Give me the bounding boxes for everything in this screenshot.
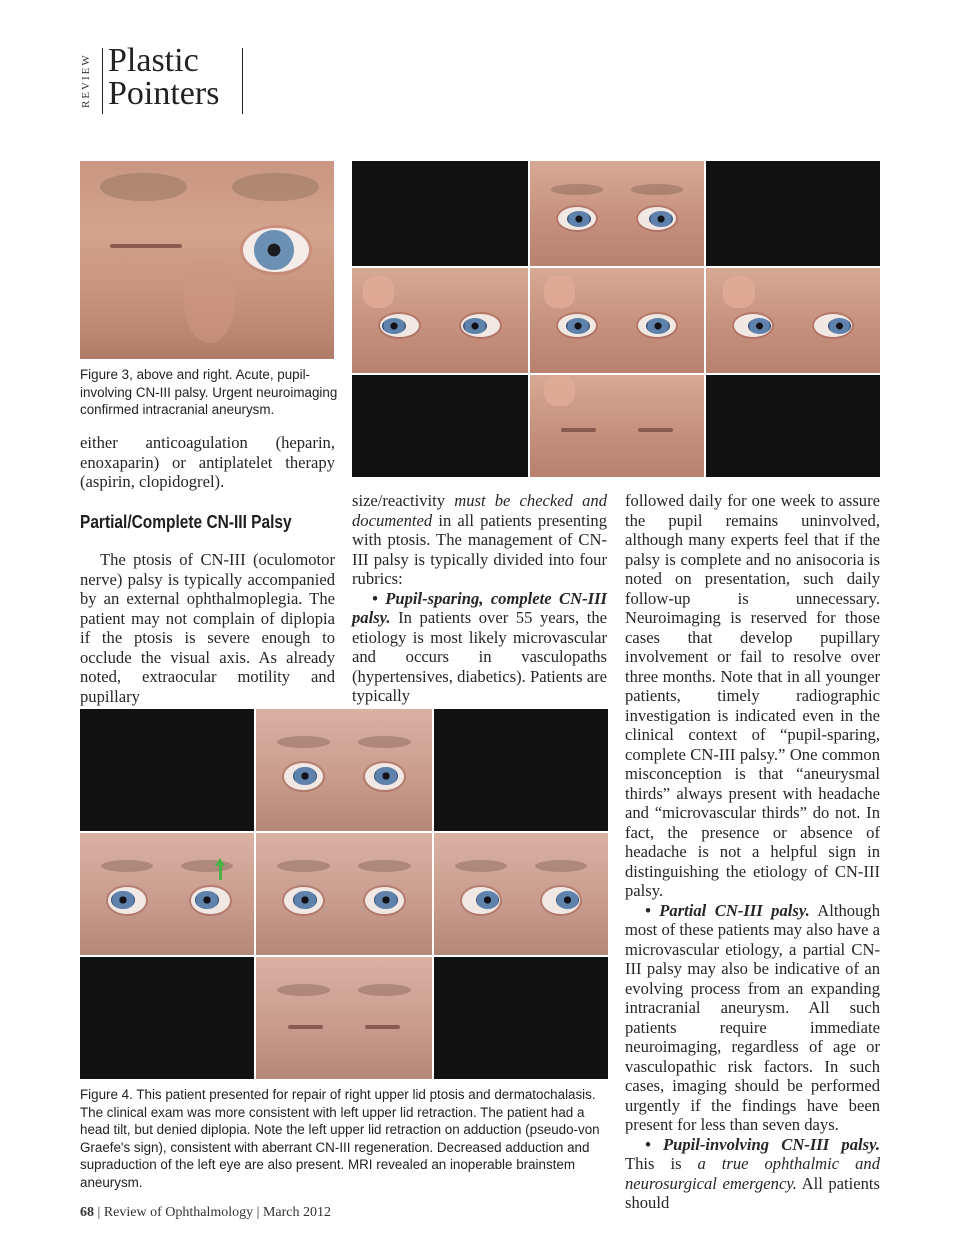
grid-black-cell bbox=[352, 161, 528, 266]
section-title-line1: Plastic bbox=[108, 42, 199, 79]
bullet-paragraph bbox=[625, 901, 880, 1135]
text-run: Although most of these patients may also have a microvascular etiology, a partial CN-III palsy may also be indicative of an evolving process from an expanding intracranial aneurysm. All such patients require immediate neuroimaging, regardless of age or vasculopathic risk factors. In such cases, imaging should be performed urgently if the findings have been present for less than seven days. bbox=[625, 900, 880, 1134]
gaze-photo-down bbox=[530, 375, 704, 477]
page-footer bbox=[80, 1205, 331, 1221]
article-col2 bbox=[352, 491, 607, 706]
figure3-gaze-grid bbox=[352, 161, 880, 477]
gaze-photo-up bbox=[256, 709, 432, 831]
gaze-photo-primary bbox=[530, 268, 704, 373]
masthead-rule-left bbox=[102, 48, 103, 114]
bullet-paragraph bbox=[352, 589, 607, 706]
bullet-label: • Pupil-involving CN-III palsy. bbox=[645, 1134, 880, 1154]
issue-date: March 2012 bbox=[262, 1205, 331, 1220]
masthead-rule-right bbox=[242, 48, 243, 114]
figure3-main-photo bbox=[80, 161, 334, 359]
text-run: All patients should bbox=[625, 1173, 880, 1212]
article-col1-body bbox=[80, 550, 335, 706]
text-run: In patients over 55 years, the etiology is most likely microvascular and occurs in vasculopaths (hypertensives, diabetics). Patients are typically bbox=[352, 608, 607, 705]
grid-black-cell bbox=[352, 375, 528, 477]
publication-name: Review of Ophthalmology bbox=[103, 1205, 254, 1220]
arrow-icon bbox=[219, 864, 222, 880]
grid-black-cell bbox=[80, 957, 254, 1079]
paragraph: either anticoagulation (heparin, enoxaparin) or antiplatelet therapy (aspirin, clopidogrel). bbox=[80, 433, 335, 491]
gaze-photo-up bbox=[530, 161, 704, 266]
grid-black-cell bbox=[80, 709, 254, 831]
footer-separator: | bbox=[256, 1205, 260, 1220]
section-heading: Partial/Complete CN-III Palsy bbox=[80, 512, 292, 532]
grid-black-cell bbox=[434, 709, 608, 831]
gaze-photo-primary bbox=[256, 833, 432, 955]
gaze-photo-right bbox=[80, 833, 254, 955]
gaze-photo-left bbox=[706, 268, 880, 373]
emphasis-text: must be checked and documented bbox=[352, 491, 607, 530]
text-run: size/reactivity bbox=[352, 491, 455, 510]
section-title-line2: Pointers bbox=[108, 75, 220, 112]
article-col1-intro bbox=[80, 433, 335, 492]
gaze-photo-down bbox=[256, 957, 432, 1079]
text-run: in all patients presenting with ptosis. The management of CN-III palsy is typically divided into four rubrics: bbox=[352, 510, 607, 588]
paragraph: The ptosis of CN-III (oculomotor nerve) palsy is typically accompanied by an external ophthalmoplegia. The patient may not complain of diplopia if the ptosis is severe enough to occlude the visual axis. As already noted, extraocular motility and pupillary bbox=[80, 550, 335, 706]
grid-black-cell bbox=[706, 161, 880, 266]
footer-separator: | bbox=[97, 1205, 101, 1220]
section-tag: REVIEW bbox=[80, 53, 92, 109]
paragraph: followed daily for one week to assure the pupil remains uninvolved, although many experts feel that if the palsy is complete and no anisocoria is noted on presentation, such daily follow-up is unnecessary. Neuroimaging is reserved for those cases that develop pupillary involvement or fail to resolve over three months. Note that in all younger patients, timely radiographic investigation is indicated even in the clinical context of “pupil-sparing, complete CN-III palsy.” One common misconception is that “aneurysmal thirds” always present with headache and “microvascular thirds” do not. In fact, the presence or absence of headache is not a helpful sign in distinguishing the etiology of CN-III palsy. bbox=[625, 491, 880, 900]
bullet-label: • Partial CN-III palsy. bbox=[645, 900, 810, 920]
emphasis-text: a true ophthalmic and neurosurgical emergency. bbox=[625, 1154, 880, 1193]
figure4-gaze-grid bbox=[80, 709, 608, 1079]
figure3-caption: Figure 3, above and right. Acute, pupil-involving CN-III palsy. Urgent neuroimaging confirmed intracranial aneurysm. bbox=[80, 367, 338, 417]
grid-black-cell bbox=[706, 375, 880, 477]
figure4-caption: Figure 4. This patient presented for repair of right upper lid ptosis and dermatochalasis. The clinical exam was more consistent with left upper lid retraction. The patient had a head tilt, but denied diplopia. Note the left upper lid retraction on adduction (pseudo-von Graefe's sign), consistent with aberrant CN-III regeneration. Decreased adduction and supraduction of the left eye are also present. MRI revealed an inoperable brainstem aneurysm. bbox=[80, 1087, 600, 1190]
paragraph bbox=[352, 491, 607, 589]
page-number: 68 bbox=[80, 1205, 94, 1220]
gaze-photo-right bbox=[352, 268, 528, 373]
text-run: This is bbox=[625, 1154, 698, 1173]
article-col3 bbox=[625, 491, 880, 1213]
grid-black-cell bbox=[434, 957, 608, 1079]
bullet-paragraph bbox=[625, 1135, 880, 1213]
bullet-label: • Pupil-sparing, complete CN-III palsy. bbox=[352, 588, 607, 627]
section-title bbox=[108, 44, 219, 110]
gaze-photo-left bbox=[434, 833, 608, 955]
